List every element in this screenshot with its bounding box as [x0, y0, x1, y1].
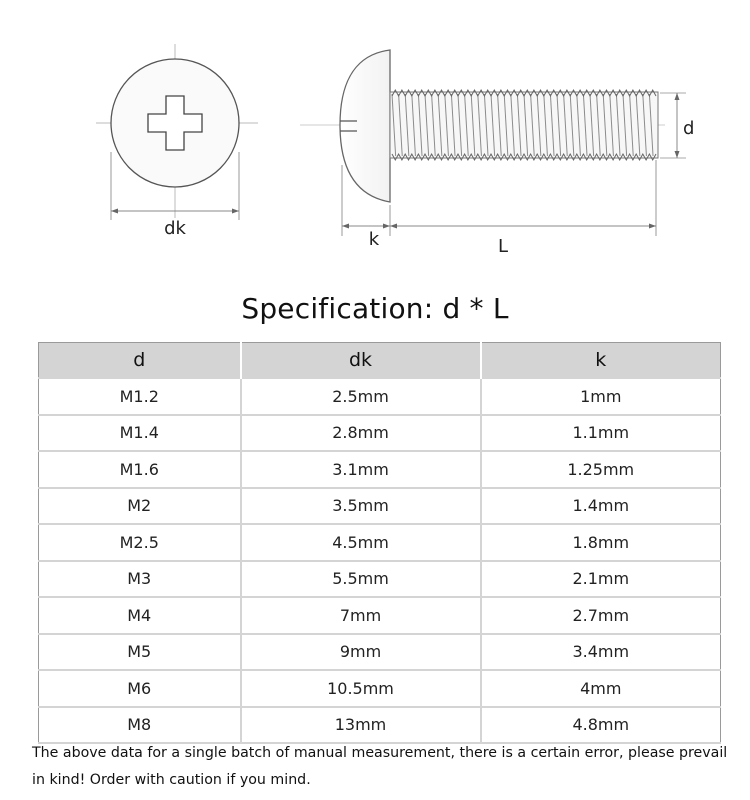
dk-dimension-label: dk	[164, 218, 186, 239]
table-row	[39, 488, 721, 525]
cell-k: 1.4mm	[481, 488, 721, 525]
cell-d: M1.2	[39, 378, 241, 415]
cell-k: 1.25mm	[481, 451, 721, 488]
cell-k: 4.8mm	[481, 707, 721, 744]
cell-dk: 2.5mm	[241, 378, 481, 415]
table-row	[39, 524, 721, 561]
cell-d: M2.5	[39, 524, 241, 561]
table-header-row	[39, 343, 721, 379]
cell-dk: 10.5mm	[241, 670, 481, 707]
table-row	[39, 707, 721, 744]
table-row	[39, 415, 721, 452]
table-row	[39, 561, 721, 598]
specification-title: Specification: d * L	[241, 292, 509, 325]
cell-k: 3.4mm	[481, 634, 721, 671]
cell-dk: 3.5mm	[241, 488, 481, 525]
cell-k: 4mm	[481, 670, 721, 707]
cell-dk: 2.8mm	[241, 415, 481, 452]
cell-dk: 7mm	[241, 597, 481, 634]
cell-dk: 5.5mm	[241, 561, 481, 598]
table-row	[39, 634, 721, 671]
cell-k: 1.1mm	[481, 415, 721, 452]
cell-k: 2.1mm	[481, 561, 721, 598]
cell-dk: 13mm	[241, 707, 481, 744]
cell-d: M5	[39, 634, 241, 671]
screw-side-view	[300, 50, 694, 257]
screw-top-view	[96, 44, 258, 239]
cell-d: M8	[39, 707, 241, 744]
column-header-d: d	[39, 343, 241, 379]
d-dimension-label: d	[683, 118, 695, 139]
cell-k: 1.8mm	[481, 524, 721, 561]
cell-d: M4	[39, 597, 241, 634]
L-dimension-label: L	[497, 236, 509, 257]
cell-dk: 4.5mm	[241, 524, 481, 561]
cell-k: 1mm	[481, 378, 721, 415]
column-header-dk: dk	[241, 343, 481, 379]
column-header-k: k	[481, 343, 721, 379]
specification-table	[38, 342, 721, 744]
k-dimension-label: k	[368, 229, 380, 250]
measurement-disclaimer: The above data for a single batch of manual measurement, there is a certain error, please prevail in kind! Order with caution if you mind.	[32, 745, 728, 788]
cell-d: M1.4	[39, 415, 241, 452]
cell-d: M1.6	[39, 451, 241, 488]
cell-d: M2	[39, 488, 241, 525]
cell-d: M3	[39, 561, 241, 598]
table-row	[39, 597, 721, 634]
table-row	[39, 378, 721, 415]
cell-dk: 3.1mm	[241, 451, 481, 488]
cell-k: 2.7mm	[481, 597, 721, 634]
screw-technical-drawing	[0, 0, 750, 290]
cell-dk: 9mm	[241, 634, 481, 671]
table-row	[39, 670, 721, 707]
table-row	[39, 451, 721, 488]
cell-d: M6	[39, 670, 241, 707]
